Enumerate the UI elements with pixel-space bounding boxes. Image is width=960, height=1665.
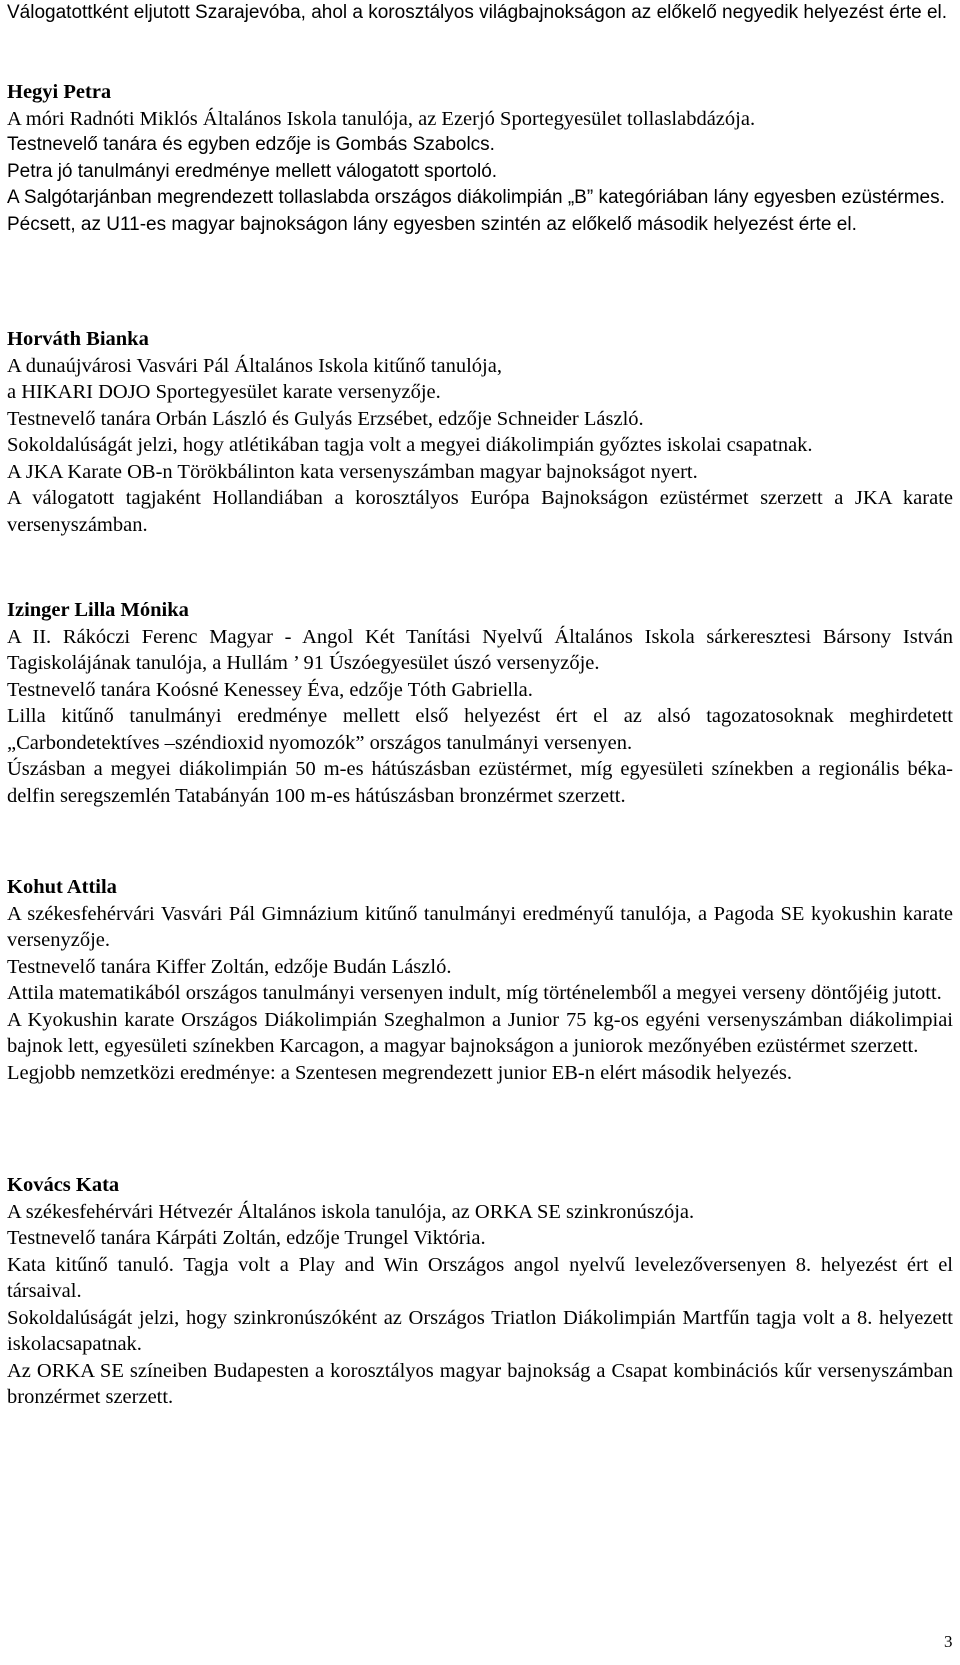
paragraph: Sokoldalúságát jelzi, hogy szinkronúszóként az Országos Triatlon Diákolimpián Martfűn tagja volt a 8. helyezett iskolacsapatnak.	[7, 1306, 953, 1355]
paragraph: A Salgótarjánban megrendezett tollaslabda országos diákolimpián „B” kategóriában lány egyesben ezüstérmes.	[7, 187, 945, 208]
paragraph: a HIKARI DOJO Sportegyesület karate versenyzője.	[7, 381, 441, 403]
paragraph: Testnevelő tanára Kárpáti Zoltán, edzője Trungel Viktória.	[7, 1227, 486, 1249]
paragraph: Pécsett, az U11-es magyar bajnokságon lány egyesben szintén az előkelő második helyezést érte el.	[7, 213, 857, 235]
paragraph: A II. Rákóczi Ferenc Magyar - Angol Két Tanítási Nyelvű Általános Iskola sárkeresztesi Bársony István Tagiskolájának tanulója, a Hullám ’ 91 Úszóegyesület úszó versenyzője.	[7, 625, 953, 674]
paragraph: Kata kitűnő tanuló. Tagja volt a Play and Win Országos angol nyelvű levelezőversenyen 8. helyezést ért el társaival.	[7, 1253, 953, 1302]
section-name: Kovács Kata	[7, 1174, 120, 1196]
paragraph: Testnevelő tanára Orbán László és Gulyás Erzsébet, edzője Schneider László.	[7, 407, 644, 430]
section-horvath-bianka	[7, 326, 953, 538]
section-kohut-attila	[7, 874, 953, 1086]
paragraph: A székesfehérvári Vasvári Pál Gimnázium kitűnő tanulmányi eredményű tanulója, a Pagoda SE kyokushin karate versenyzője.	[7, 902, 953, 951]
paragraph: A székesfehérvári Hétvezér Általános iskola tanulója, az ORKA SE szinkronúszója.	[7, 1200, 695, 1223]
section-name: Izinger Lilla Mónika	[7, 599, 189, 621]
intro-paragraph: Válogatottként eljutott Szarajevóba, ahol a korosztályos világbajnokságon az előkelő negyedik helyezést érte el.	[7, 2, 948, 23]
page-number: 3	[944, 1632, 953, 1651]
paragraph: Attila matematikából országos tanulmányi versenyen indult, míg történelemből a megyei verseny döntőjéig jutott.	[7, 982, 942, 1004]
section-hegyi-petra	[7, 79, 953, 238]
paragraph: Testnevelő tanára Koósné Kenessey Éva, edzője Tóth Gabriella.	[7, 678, 533, 701]
paragraph: A Kyokushin karate Országos Diákolimpián Szeghalmon a Junior 75 kg-os egyéni versenyszámban diákolimpiai bajnok lett, egyesületi színekben Karcagon, a magyar bajnokságon a juniorok mezőnyében ezüstérmet szerzett.	[7, 1008, 953, 1057]
paragraph: A válogatott tagjaként Hollandiában a korosztályos Európa Bajnokságon ezüstérmet szerzett a JKA karate versenyszámban.	[7, 487, 953, 536]
paragraph: A JKA Karate OB-n Törökbálinton kata versenyszámban magyar bajnokságot nyert.	[7, 460, 698, 483]
section-izinger-lilla-monika	[7, 597, 953, 809]
section-kovacs-kata	[7, 1172, 953, 1411]
intro-block	[7, 0, 953, 27]
paragraph: Testnevelő tanára Kiffer Zoltán, edzője Budán László.	[7, 955, 452, 978]
paragraph: Úszásban a megyei diákolimpián 50 m-es hátúszásban ezüstérmet, míg egyesületi színekben a regionális béka-delfin seregszemlén Tatabányán 100 m-es hátúszásban bronzérmet szerzett.	[7, 758, 953, 807]
paragraph: Az ORKA SE színeiben Budapesten a korosztályos magyar bajnokság a Csapat kombinációs kűr versenyszámban bronzérmet szerzett.	[7, 1359, 953, 1408]
paragraph: Testnevelő tanára és egyben edzője is Gombás Szabolcs.	[7, 134, 495, 155]
paragraph: Lilla kitűnő tanulmányi eredménye mellett első helyezést ért el az alsó tagozatosoknak meghirdetett „Carbondetektíves –széndioxid nyomozók” országos tanulmányi versenyen.	[7, 705, 953, 754]
paragraph: A dunaújvárosi Vasvári Pál Általános Iskola kitűnő tanulója,	[7, 354, 502, 377]
paragraph: A móri Radnóti Miklós Általános Iskola tanulója, az Ezerjó Sportegyesület tollaslabdázója.	[7, 107, 756, 130]
section-name: Hegyi Petra	[7, 81, 112, 103]
paragraph: Legjobb nemzetközi eredménye: a Szentesen megrendezett junior EB-n elért második helyezés.	[7, 1061, 792, 1084]
paragraph: Sokoldalúságát jelzi, hogy atlétikában tagja volt a megyei diákolimpián győztes iskolai csapatnak.	[7, 434, 813, 456]
paragraph: Petra jó tanulmányi eredménye mellett válogatott sportoló.	[7, 160, 498, 182]
section-name: Kohut Attila	[7, 876, 117, 898]
section-name: Horváth Bianka	[7, 328, 149, 350]
